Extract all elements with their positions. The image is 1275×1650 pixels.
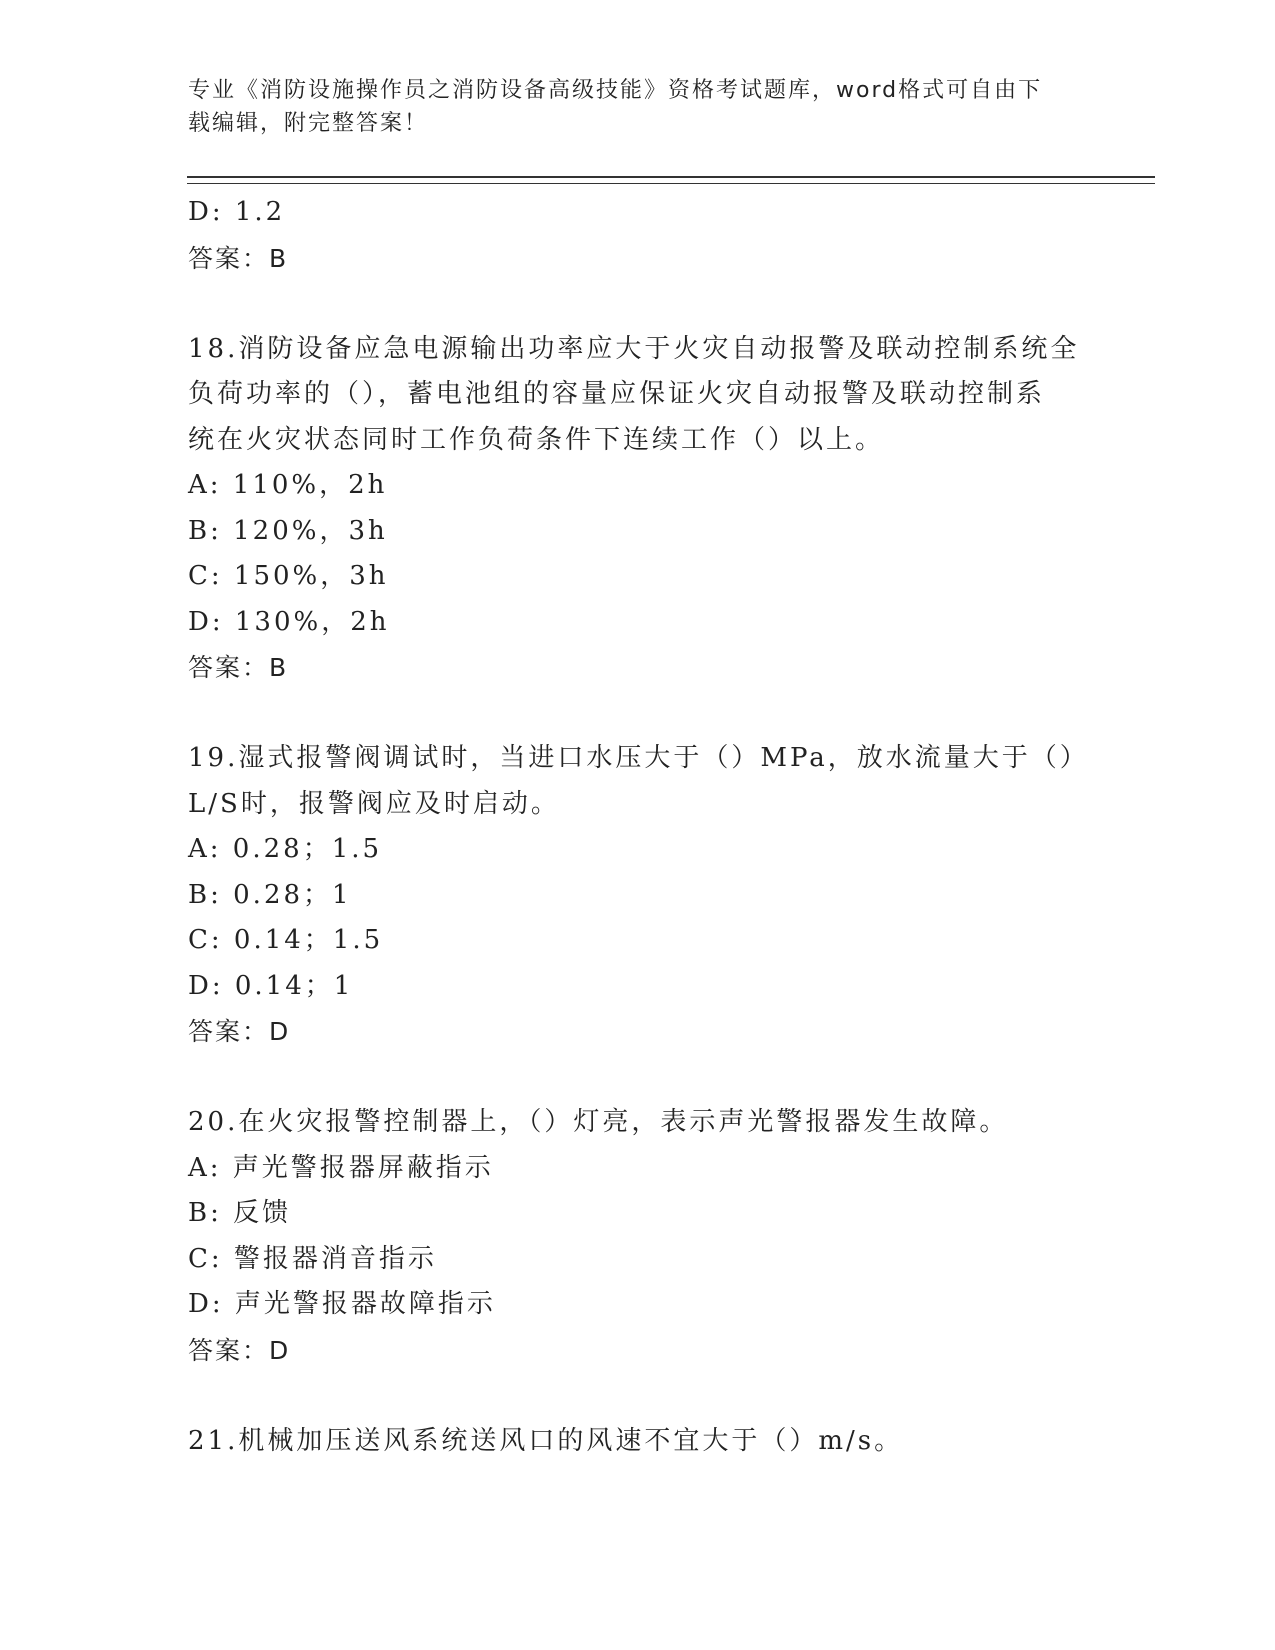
question-17-tail [188, 190, 1108, 281]
option-c: C: 150%，3h [188, 561, 389, 591]
spacer [188, 691, 1108, 737]
header-divider-thick [187, 176, 1155, 178]
option-a: A: 110%，2h [188, 470, 388, 500]
answer: 答案：B [188, 243, 289, 273]
question-18 [188, 327, 1108, 691]
option-c: C: 0.14；1.5 [188, 925, 384, 955]
option-d: D: 130%，2h [188, 606, 390, 637]
question-stem-line: 21.机械加压送风系统送风口的风速不宜大于（）m/s。 [188, 1425, 904, 1456]
question-stem-line: L/S时，报警阀应及时启动。 [188, 788, 560, 819]
header-line-2: 载编辑，附完整答案！ [188, 111, 429, 136]
question-20 [188, 1100, 1108, 1373]
answer: 答案：D [188, 1335, 291, 1365]
header-line-1: 专业《消防设施操作员之消防设备高级技能》资格考试题库，word格式可自由下 [188, 78, 1043, 103]
option-b: B: 120%，3h [188, 515, 388, 546]
question-19 [188, 736, 1108, 1055]
answer: 答案：B [188, 653, 289, 682]
option-d: D: 1.2 [188, 197, 286, 227]
question-stem-line: 负荷功率的（），蓄电池组的容量应保证火灾自动报警及联动控制系 [188, 379, 1046, 409]
header-divider-thin [187, 183, 1155, 184]
option-d: D: 0.14；1 [188, 970, 354, 1001]
answer: 答案：D [188, 1017, 291, 1046]
question-stem-line: 20.在火灾报警控制器上，（）灯亮，表示声光警报器发生故障。 [188, 1107, 1009, 1137]
spacer [188, 1373, 1108, 1419]
spacer [188, 281, 1108, 327]
option-b: B: 反馈 [188, 1198, 292, 1228]
option-a: A: 0.28；1.5 [188, 834, 383, 864]
option-c: C: 警报器消音指示 [188, 1243, 437, 1274]
question-list [188, 190, 1108, 1464]
question-stem-line: 19.湿式报警阀调试时，当进口水压大于（）MPa，放水流量大于（） [188, 743, 1089, 773]
page-header [188, 74, 1088, 140]
option-b: B: 0.28；1 [188, 879, 352, 910]
question-stem-line: 统在火灾状态同时工作负荷条件下连续工作（）以上。 [188, 424, 885, 455]
option-a: A: 声光警报器屏蔽指示 [188, 1152, 494, 1183]
spacer [188, 1055, 1108, 1101]
question-21 [188, 1419, 1108, 1465]
option-d: D: 声光警报器故障指示 [188, 1289, 496, 1319]
question-stem-line: 18.消防设备应急电源输出功率应大于火灾自动报警及联动控制系统全 [188, 333, 1080, 364]
